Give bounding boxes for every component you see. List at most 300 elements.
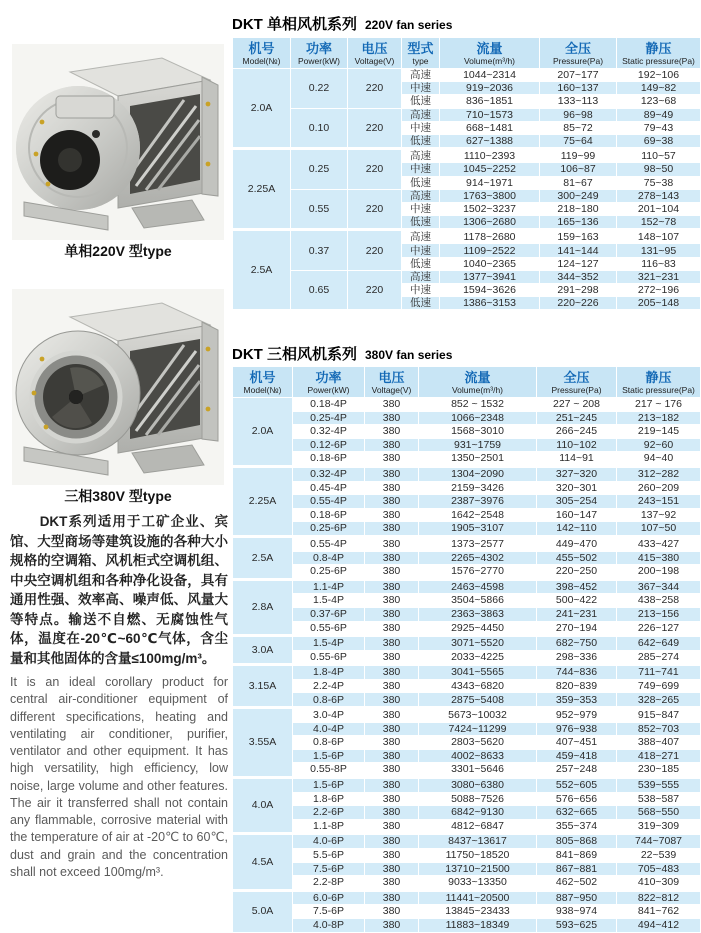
- static-pressure-cell: 94~40: [617, 452, 701, 467]
- static-pressure-cell: 494~412: [617, 918, 701, 932]
- column-header-cn: 功率: [315, 369, 342, 385]
- model-cell: 2.25A: [233, 149, 291, 230]
- model-cell: 4.0A: [233, 778, 293, 834]
- power-cell: 2.2-6P: [293, 806, 365, 820]
- model-cell: 3.55A: [233, 708, 293, 778]
- volume-cell: 2033~4225: [419, 650, 537, 665]
- column-header: [617, 367, 701, 398]
- column-header-en: Model(№): [242, 55, 281, 66]
- power-cell: 0.55-6P: [293, 650, 365, 665]
- fan-photo-single-phase: [12, 44, 224, 240]
- column-header-cn: 功率: [305, 40, 332, 56]
- power-cell: 0.45-4P: [293, 481, 365, 495]
- power-cell: 0.25-6P: [293, 522, 365, 537]
- volume-cell: 3041~5565: [419, 665, 537, 680]
- volume-cell: 3071~5520: [419, 636, 537, 651]
- voltage-cell: 380: [365, 778, 419, 793]
- photo-caption-220v: 单相220V 型type: [64, 243, 172, 259]
- voltage-cell: 380: [365, 736, 419, 750]
- table-row: [233, 411, 701, 425]
- table-row: [233, 108, 701, 121]
- column-header: [233, 367, 293, 398]
- power-cell: 0.55-8P: [293, 763, 365, 778]
- pressure-cell: 455~502: [537, 551, 617, 565]
- voltage-cell: 380: [365, 425, 419, 439]
- pressure-cell: 266~245: [537, 425, 617, 439]
- power-cell: 7.5-6P: [293, 905, 365, 919]
- model-cell: 5.0A: [233, 890, 293, 932]
- pressure-cell: 251~245: [537, 411, 617, 425]
- volume-cell: 11750~18520: [419, 849, 537, 863]
- table-row: [233, 918, 701, 932]
- static-pressure-cell: 744~7087: [617, 834, 701, 849]
- static-pressure-cell: 260~209: [617, 481, 701, 495]
- pressure-cell: 632~665: [537, 806, 617, 820]
- column-header: [537, 367, 617, 398]
- pressure-cell: 805~868: [537, 834, 617, 849]
- pressure-cell: 952~979: [537, 708, 617, 723]
- voltage-cell: 220: [348, 230, 402, 271]
- pressure-cell: 220~250: [537, 565, 617, 580]
- power-cell: 0.65: [291, 270, 348, 310]
- voltage-cell: 380: [365, 650, 419, 665]
- voltage-cell: 380: [365, 862, 419, 876]
- power-cell: 0.25-4P: [293, 411, 365, 425]
- column-header-cn: 全压: [564, 40, 591, 56]
- volume-cell: 1040~2365: [440, 257, 540, 270]
- static-pressure-cell: 79~43: [617, 121, 701, 134]
- volume-cell: 3504~5866: [419, 594, 537, 608]
- column-header-en: Volume(m³/h): [463, 55, 515, 66]
- table-row: [233, 862, 701, 876]
- power-cell: 0.8-6P: [293, 693, 365, 708]
- volume-cell: 1109~2522: [440, 244, 540, 257]
- static-pressure-cell: 410~309: [617, 876, 701, 891]
- static-pressure-cell: 705~483: [617, 862, 701, 876]
- voltage-cell: 380: [365, 621, 419, 636]
- speed-cell: 低速: [402, 297, 440, 310]
- table-row: [233, 189, 701, 202]
- model-cell: 2.5A: [233, 536, 293, 579]
- voltage-cell: 380: [365, 665, 419, 680]
- model-cell: 2.0A: [233, 69, 291, 149]
- column-header: [540, 38, 617, 69]
- volume-cell: 836~1851: [440, 95, 540, 108]
- speed-cell: 中速: [402, 82, 440, 95]
- model-cell: 4.5A: [233, 834, 293, 890]
- table-row: [233, 819, 701, 834]
- static-pressure-cell: 200~198: [617, 565, 701, 580]
- column-header: [440, 38, 540, 69]
- volume-cell: 1350~2501: [419, 452, 537, 467]
- volume-cell: 4812~6847: [419, 819, 537, 834]
- column-header-cn: 电压: [361, 40, 388, 56]
- voltage-cell: 380: [365, 579, 419, 594]
- table-row: [233, 149, 701, 163]
- static-pressure-cell: 226~127: [617, 621, 701, 636]
- power-cell: 0.37-6P: [293, 607, 365, 621]
- table-row: [233, 679, 701, 693]
- static-pressure-cell: 213~182: [617, 411, 701, 425]
- table-row: [233, 425, 701, 439]
- spec-table-380v: [232, 366, 701, 933]
- pressure-cell: 270~194: [537, 621, 617, 636]
- power-cell: 0.55-4P: [293, 536, 365, 551]
- table-row: [233, 230, 701, 244]
- volume-cell: 2265~4302: [419, 551, 537, 565]
- static-pressure-cell: 69~38: [617, 134, 701, 148]
- power-cell: 0.55-6P: [293, 621, 365, 636]
- table-row: [233, 806, 701, 820]
- power-cell: 7.5-6P: [293, 862, 365, 876]
- table-title-220v-chinese: DKT 单相风机系列: [232, 16, 357, 33]
- static-pressure-cell: 92~60: [617, 438, 701, 452]
- spec-table-220v: [232, 37, 701, 310]
- table-row: [233, 452, 701, 467]
- pressure-cell: 75~64: [540, 134, 617, 148]
- power-cell: 0.8-4P: [293, 551, 365, 565]
- pressure-cell: 159~163: [540, 230, 617, 244]
- speed-cell: 中速: [402, 244, 440, 257]
- static-pressure-cell: 116~83: [617, 257, 701, 270]
- static-pressure-cell: 243~151: [617, 495, 701, 509]
- voltage-cell: 380: [365, 607, 419, 621]
- static-pressure-cell: 131~95: [617, 244, 701, 257]
- table-row: [233, 763, 701, 778]
- speed-cell: 低速: [402, 176, 440, 189]
- pressure-cell: 257~248: [537, 763, 617, 778]
- pressure-cell: 867~881: [537, 862, 617, 876]
- table-row: [233, 481, 701, 495]
- pressure-cell: 110~102: [537, 438, 617, 452]
- static-pressure-cell: 230~185: [617, 763, 701, 778]
- static-pressure-cell: 217 ~ 176: [617, 398, 701, 412]
- static-pressure-cell: 137~92: [617, 508, 701, 522]
- table-row: [233, 594, 701, 608]
- volume-cell: 919~2036: [440, 82, 540, 95]
- volume-cell: 2803~5620: [419, 736, 537, 750]
- pressure-cell: 576~656: [537, 792, 617, 806]
- volume-cell: 11441~20500: [419, 890, 537, 905]
- table-row: [233, 876, 701, 891]
- volume-cell: 1386~3153: [440, 297, 540, 310]
- table-title-380v: [232, 343, 700, 364]
- static-pressure-cell: 418~271: [617, 749, 701, 763]
- volume-cell: 668~1481: [440, 121, 540, 134]
- static-pressure-cell: 852~703: [617, 722, 701, 736]
- speed-cell: 高速: [402, 108, 440, 121]
- speed-cell: 中速: [402, 284, 440, 297]
- voltage-cell: 380: [365, 551, 419, 565]
- volume-cell: 2363~3863: [419, 607, 537, 621]
- pressure-cell: 96~98: [540, 108, 617, 121]
- table-row: [233, 849, 701, 863]
- table-row: [233, 522, 701, 537]
- static-pressure-cell: 272~196: [617, 284, 701, 297]
- table-row: [233, 736, 701, 750]
- voltage-cell: 220: [348, 149, 402, 190]
- table-row: [233, 565, 701, 580]
- table-row: [233, 508, 701, 522]
- column-header-en: Voltage(V): [354, 55, 395, 66]
- table-row: [233, 69, 701, 82]
- table-row: [233, 536, 701, 551]
- pressure-cell: 291~298: [540, 284, 617, 297]
- column-header-en: Pressure(Pa): [551, 384, 602, 395]
- column-header-en: Power(kW): [307, 384, 350, 395]
- pressure-cell: 500~422: [537, 594, 617, 608]
- static-pressure-cell: 205~148: [617, 297, 701, 310]
- pressure-cell: 227 ~ 208: [537, 398, 617, 412]
- column-header: [365, 367, 419, 398]
- description-chinese: DKT系列适用于工矿企业、宾馆、大型商场等建筑设施的各种大小规格的空调箱、风机柜式空调机组、中央空调机组和各种净化设备，具有通用性强、效率高、噪声低、风量大等特点。输送不自燃、无腐蚀性气体，温度在-20℃~60℃气体，含尘量和其他固体的含量≤100mg/m³。: [10, 514, 228, 666]
- volume-cell: 710~1573: [440, 108, 540, 121]
- column-header-cn: 机号: [249, 369, 276, 385]
- pressure-cell: 133~113: [540, 95, 617, 108]
- pressure-cell: 119~99: [540, 149, 617, 163]
- pressure-cell: 220~226: [540, 297, 617, 310]
- static-pressure-cell: 915~847: [617, 708, 701, 723]
- power-cell: 0.18-6P: [293, 452, 365, 467]
- power-cell: 2.2-4P: [293, 679, 365, 693]
- photo-caption-380v: 三相380V 型type: [64, 488, 172, 504]
- volume-cell: 2159~3426: [419, 481, 537, 495]
- volume-cell: 1905~3107: [419, 522, 537, 537]
- model-cell: 2.0A: [233, 398, 293, 467]
- volume-cell: 13845~23433: [419, 905, 537, 919]
- volume-cell: 852 ~ 1532: [419, 398, 537, 412]
- table-row: [233, 466, 701, 481]
- column-header-cn: 流量: [476, 40, 503, 56]
- static-pressure-cell: 539~555: [617, 778, 701, 793]
- column-header: [291, 38, 348, 69]
- voltage-cell: 380: [365, 819, 419, 834]
- volume-cell: 2463~4598: [419, 579, 537, 594]
- model-cell: 2.5A: [233, 230, 291, 310]
- speed-cell: 低速: [402, 95, 440, 108]
- table-row: [233, 270, 701, 283]
- volume-cell: 8437~13617: [419, 834, 537, 849]
- pressure-cell: 976~938: [537, 722, 617, 736]
- volume-cell: 1045~2252: [440, 163, 540, 176]
- pressure-cell: 305~254: [537, 495, 617, 509]
- voltage-cell: 220: [348, 270, 402, 310]
- power-cell: 0.32-4P: [293, 466, 365, 481]
- pressure-cell: 459~418: [537, 749, 617, 763]
- pressure-cell: 141~144: [540, 244, 617, 257]
- voltage-cell: 220: [348, 69, 402, 109]
- description-english: It is an ideal corollary product for central air-conditioner equipment of different specifications, heating and ventilating air conditioner, purifier, ventilator and other equipment. It has high versatility, high efficiency, low noise, large volume and other features. The air it transferred shall not contain any flammable, corrosive material with the temperature of air at -20℃ to 60℃, dust and grain and the concentration shall not exceed 100mg/m³.: [10, 675, 228, 879]
- voltage-cell: 380: [365, 890, 419, 905]
- static-pressure-cell: 219~145: [617, 425, 701, 439]
- power-cell: 1.5-6P: [293, 749, 365, 763]
- voltage-cell: 380: [365, 876, 419, 891]
- voltage-cell: 380: [365, 411, 419, 425]
- volume-cell: 4343~6820: [419, 679, 537, 693]
- speed-cell: 高速: [402, 230, 440, 244]
- volume-cell: 1306~2680: [440, 216, 540, 230]
- static-pressure-cell: 148~107: [617, 230, 701, 244]
- pressure-cell: 462~502: [537, 876, 617, 891]
- voltage-cell: 380: [365, 905, 419, 919]
- pressure-cell: 327~320: [537, 466, 617, 481]
- power-cell: 0.25-6P: [293, 565, 365, 580]
- power-cell: 0.8-6P: [293, 736, 365, 750]
- column-header-cn: 电压: [378, 369, 405, 385]
- power-cell: 0.12-6P: [293, 438, 365, 452]
- pressure-cell: 106~87: [540, 163, 617, 176]
- pressure-cell: 218~180: [540, 202, 617, 215]
- table-row: [233, 579, 701, 594]
- column-header-en: Static pressure(Pa): [622, 384, 695, 395]
- static-pressure-cell: 367~344: [617, 579, 701, 594]
- volume-cell: 3080~6380: [419, 778, 537, 793]
- column-header-en: Power(kW): [297, 55, 341, 66]
- volume-cell: 627~1388: [440, 134, 540, 148]
- pressure-cell: 398~452: [537, 579, 617, 594]
- column-header-cn: 静压: [645, 369, 672, 385]
- static-pressure-cell: 89~49: [617, 108, 701, 121]
- centrifugal-fan-illustration-220v: [12, 44, 224, 240]
- voltage-cell: 380: [365, 481, 419, 495]
- table-row: [233, 890, 701, 905]
- static-pressure-cell: 201~104: [617, 202, 701, 215]
- static-pressure-cell: 110~57: [617, 149, 701, 163]
- speed-cell: 中速: [402, 163, 440, 176]
- voltage-cell: 380: [365, 679, 419, 693]
- static-pressure-cell: 98~50: [617, 163, 701, 176]
- power-cell: 1.8-6P: [293, 792, 365, 806]
- pressure-cell: 938~974: [537, 905, 617, 919]
- static-pressure-cell: 642~649: [617, 636, 701, 651]
- centrifugal-fan-illustration-380v: [12, 289, 224, 485]
- table-title-380v-english: 380V fan series: [365, 348, 453, 362]
- pressure-cell: 160~137: [540, 82, 617, 95]
- column-header-en: Voltage(V): [371, 384, 412, 395]
- static-pressure-cell: 312~282: [617, 466, 701, 481]
- column-header-cn: 机号: [248, 40, 275, 56]
- table-row: [233, 621, 701, 636]
- speed-cell: 高速: [402, 149, 440, 163]
- voltage-cell: 380: [365, 918, 419, 932]
- power-cell: 5.5-6P: [293, 849, 365, 863]
- static-pressure-cell: 149~82: [617, 82, 701, 95]
- volume-cell: 1642~2548: [419, 508, 537, 522]
- column-header: [402, 38, 440, 69]
- voltage-cell: 380: [365, 722, 419, 736]
- pressure-cell: 241~231: [537, 607, 617, 621]
- power-cell: 1.1-8P: [293, 819, 365, 834]
- static-pressure-cell: 433~427: [617, 536, 701, 551]
- pressure-cell: 593~625: [537, 918, 617, 932]
- power-cell: 4.0-6P: [293, 834, 365, 849]
- speed-cell: 中速: [402, 202, 440, 215]
- power-cell: 1.5-4P: [293, 636, 365, 651]
- static-pressure-cell: 538~587: [617, 792, 701, 806]
- column-header-cn: 型式: [407, 40, 434, 56]
- static-pressure-cell: 107~50: [617, 522, 701, 537]
- power-cell: 4.0-4P: [293, 722, 365, 736]
- volume-cell: 7424~11299: [419, 722, 537, 736]
- power-cell: 4.0-8P: [293, 918, 365, 932]
- volume-cell: 1110~2393: [440, 149, 540, 163]
- static-pressure-cell: 278~143: [617, 189, 701, 202]
- table-row: [233, 792, 701, 806]
- power-cell: 3.0-4P: [293, 708, 365, 723]
- pressure-cell: 124~127: [540, 257, 617, 270]
- static-pressure-cell: 841~762: [617, 905, 701, 919]
- power-cell: 1.1-4P: [293, 579, 365, 594]
- power-cell: 0.37: [291, 230, 348, 271]
- column-header: [419, 367, 537, 398]
- model-cell: 2.25A: [233, 466, 293, 536]
- voltage-cell: 220: [348, 189, 402, 230]
- speed-cell: 中速: [402, 121, 440, 134]
- voltage-cell: 380: [365, 806, 419, 820]
- volume-cell: 1377~3941: [440, 270, 540, 283]
- speed-cell: 高速: [402, 189, 440, 202]
- static-pressure-cell: 328~265: [617, 693, 701, 708]
- pressure-cell: 820~839: [537, 679, 617, 693]
- pressure-cell: 552~605: [537, 778, 617, 793]
- pressure-cell: 85~72: [540, 121, 617, 134]
- volume-cell: 5088~7526: [419, 792, 537, 806]
- table-row: [233, 834, 701, 849]
- static-pressure-cell: 213~156: [617, 607, 701, 621]
- voltage-cell: 380: [365, 834, 419, 849]
- column-header: [348, 38, 402, 69]
- static-pressure-cell: 711~741: [617, 665, 701, 680]
- table-row: [233, 905, 701, 919]
- column-header-cn: 静压: [645, 40, 672, 56]
- pressure-cell: 841~869: [537, 849, 617, 863]
- volume-cell: 1502~3237: [440, 202, 540, 215]
- header-row: [233, 38, 701, 69]
- power-cell: 0.55-4P: [293, 495, 365, 509]
- pressure-cell: 298~336: [537, 650, 617, 665]
- pressure-cell: 142~110: [537, 522, 617, 537]
- model-cell: 3.0A: [233, 636, 293, 665]
- static-pressure-cell: 388~407: [617, 736, 701, 750]
- table-row: [233, 551, 701, 565]
- volume-cell: 2925~4450: [419, 621, 537, 636]
- power-cell: 0.18-6P: [293, 508, 365, 522]
- voltage-cell: 380: [365, 636, 419, 651]
- volume-cell: 5673~10032: [419, 708, 537, 723]
- table-row: [233, 607, 701, 621]
- power-cell: 1.8-4P: [293, 665, 365, 680]
- voltage-cell: 380: [365, 522, 419, 537]
- column-header: [233, 38, 291, 69]
- table-row: [233, 693, 701, 708]
- power-cell: 0.25: [291, 149, 348, 190]
- pressure-cell: 320~301: [537, 481, 617, 495]
- pressure-cell: 114~91: [537, 452, 617, 467]
- volume-cell: 1373~2577: [419, 536, 537, 551]
- column-header-cn: 全压: [563, 369, 590, 385]
- volume-cell: 3301~5646: [419, 763, 537, 778]
- static-pressure-cell: 75~38: [617, 176, 701, 189]
- static-pressure-cell: 415~380: [617, 551, 701, 565]
- power-cell: 0.18-4P: [293, 398, 365, 412]
- voltage-cell: 380: [365, 536, 419, 551]
- table-row: [233, 438, 701, 452]
- volume-cell: 6842~9130: [419, 806, 537, 820]
- header-row: [233, 367, 701, 398]
- volume-cell: 9033~13350: [419, 876, 537, 891]
- voltage-cell: 380: [365, 792, 419, 806]
- speed-cell: 低速: [402, 257, 440, 270]
